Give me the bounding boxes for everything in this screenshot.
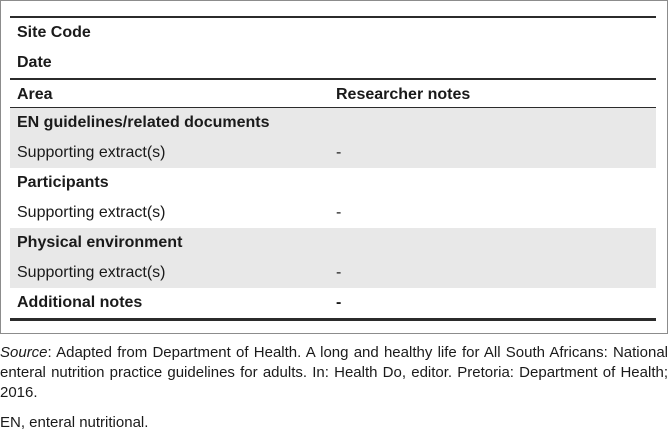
table-row [10, 108, 656, 138]
source-text: : Adapted from Department of Health. A long and healthy life for All South Africans: National enteral nutrition practice guidelines for adults. In: Health Do, editor. Pretoria: Department of Health; 2016. [0, 344, 668, 401]
area-cell: Participants [17, 174, 109, 191]
column-header-researcher-notes: Researcher notes [336, 86, 471, 103]
researcher-notes-cell: - [336, 204, 342, 221]
researcher-notes-cell: - [336, 264, 342, 281]
site-code-row [10, 18, 656, 48]
area-cell: Supporting extract(s) [17, 144, 166, 161]
area-cell: EN guidelines/related documents [17, 114, 270, 131]
site-code-label: Site Code [17, 24, 91, 41]
table-row [10, 168, 656, 198]
area-cell: Supporting extract(s) [17, 204, 166, 221]
table-header-row [10, 78, 656, 108]
researcher-notes-cell: - [336, 144, 342, 161]
table-row [10, 258, 656, 288]
source-note [0, 343, 668, 403]
abbreviation-note: EN, enteral nutritional. [0, 414, 149, 431]
area-cell: Supporting extract(s) [17, 264, 166, 281]
area-cell: Additional notes [17, 294, 143, 311]
table-row [10, 288, 656, 318]
table-row [10, 198, 656, 228]
date-label: Date [17, 54, 52, 71]
source-label: Source [0, 344, 48, 361]
table-footnotes [0, 343, 668, 433]
researcher-notes-cell: - [336, 294, 342, 311]
column-header-area: Area [17, 86, 53, 103]
table-body [10, 108, 656, 318]
observation-table [10, 16, 656, 321]
table-row [10, 138, 656, 168]
area-cell: Physical environment [17, 234, 183, 251]
date-row [10, 48, 656, 78]
table-row [10, 228, 656, 258]
